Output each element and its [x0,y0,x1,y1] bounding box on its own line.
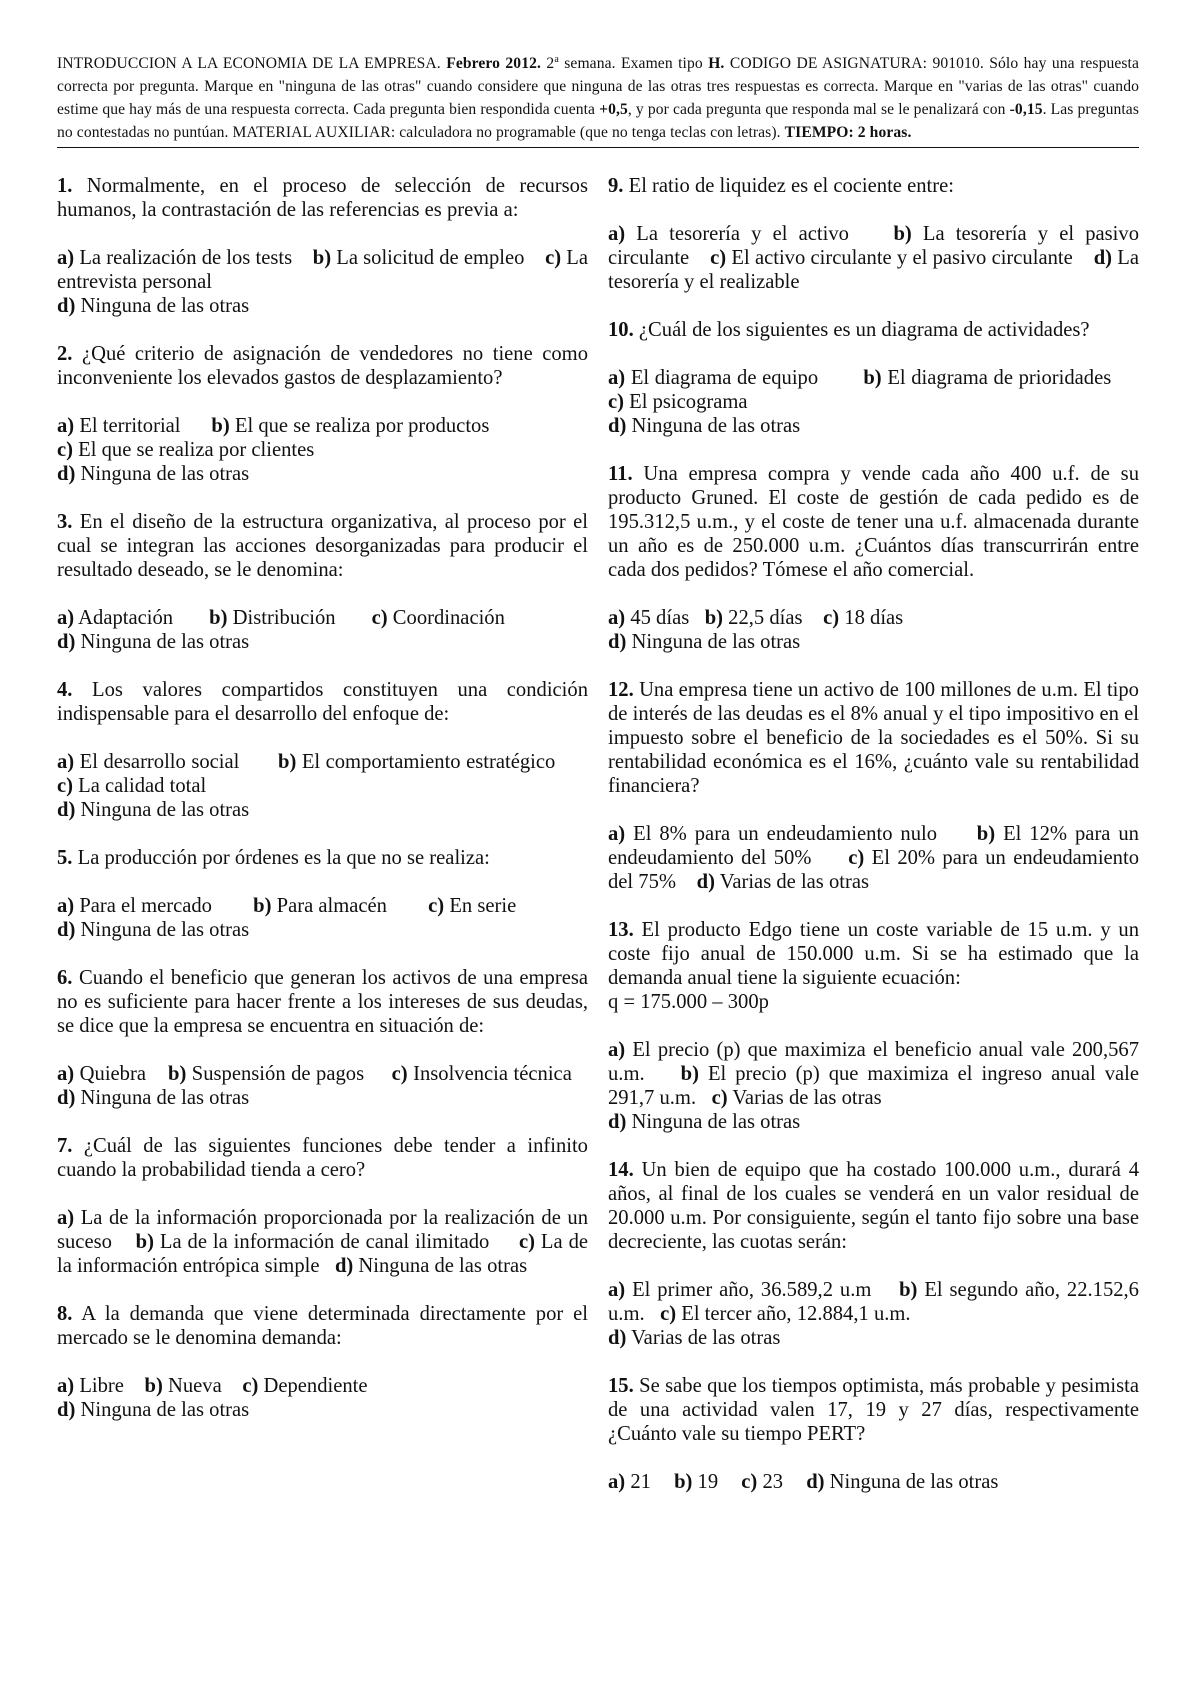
option-text: El que se realiza por clientes [78,439,315,462]
option-letter: c) [391,1063,408,1086]
option-text: En serie [449,895,517,918]
exam-page [57,48,1139,1518]
option-text: Adaptación [78,607,174,630]
option-letter: d) [608,415,627,438]
option-letter: a) [57,1207,75,1230]
option-letter: a) [57,895,75,918]
question-6 [57,966,588,1110]
option-letter: a) [608,607,626,630]
question-stem: Los valores compartidos constituyen una condición indispensable para el desarrollo del enfoque de: [57,679,588,726]
option-text: Ninguna de las otras [829,1471,999,1494]
option-text: 21 [630,1471,651,1494]
option-text: 19 [697,1471,719,1494]
option-text: El diagrama de prioridades [887,367,1112,390]
option-letter: d) [608,1111,627,1134]
question-stem: El producto Edgo tiene un coste variable de 15 u.m. y un coste fijo anual de 150.000 u.m. Si se ha estimado que la demanda anual tiene la siguiente ecuación: [608,919,1139,990]
left-column [57,174,588,1518]
question-stem: Una empresa compra y vende cada año 400 u.f. de su producto Gruned. El coste de gestión de cada pedido es de 195.312,5 u.m., y el coste de tener una u.f. almacenada durante un año es de 250.000 u.m. ¿Cuántos días transcurrirán entre cada dos pedidos? Tómese el año comercial. [608,463,1139,582]
question-number: 5. [57,847,73,870]
option-text: El tercer año, 12.884,1 u.m. [681,1303,911,1326]
question-stem: A la demanda que viene determinada directamente por el mercado se le denomina demanda: [57,1303,589,1350]
option-letter: b) [312,247,332,270]
option-text: Libre [79,1375,124,1398]
option-text: Varias de las otras [732,1087,882,1110]
option-letter: c) [823,607,840,630]
option-text: Ninguna de las otras [80,295,250,318]
option-text: El precio (p) que maximiza el ingreso anual vale 291,7 u.m. [608,1063,1139,1110]
option-letter: a) [608,823,626,846]
question-number: 8. [57,1303,73,1326]
option-text: El 8% para un endeudamiento nulo [633,823,938,846]
option-letter: b) [680,1063,699,1086]
option-letter: b) [893,223,912,246]
option-letter: b) [674,1471,693,1494]
question-stem: El ratio de liquidez es el cociente entre: [628,175,954,198]
question-stem: ¿Cuál de las siguientes funciones debe tender a infinito cuando la probabilidad tienda a cero? [57,1135,588,1182]
option-letter: d) [57,799,76,822]
question-stem: Cuando el beneficio que generan los activos de una empresa no es suficiente para hacer frente a los intereses de sus deudas, se dice que la empresa se encuentra en situación de: [57,967,588,1038]
option-text: Ninguna de las otras [80,1399,250,1422]
option-text: La solicitud de empleo [336,247,525,270]
question-number: 2. [57,343,73,366]
question-columns [57,174,1139,1518]
question-number: 10. [608,319,634,342]
option-text: Ninguna de las otras [80,631,250,654]
option-letter: d) [57,1087,76,1110]
header-date: Febrero 2012. [446,55,541,73]
option-text: Ninguna de las otras [631,1111,801,1134]
question-stem: La producción por órdenes es la que no se realiza: [77,847,490,870]
option-letter: b) [704,607,723,630]
option-letter: b) [209,607,228,630]
question-8 [57,1302,588,1422]
question-number: 9. [608,175,624,198]
option-text: El activo circulante y el pasivo circulante [731,247,1073,270]
option-text: Dependiente [263,1375,368,1398]
option-letter: b) [135,1231,154,1254]
question-number: 12. [608,679,634,702]
option-text: La tesorería y el pasivo circulante [608,223,1139,270]
demand-equation: q = 175.000 – 300p [608,991,769,1014]
option-text: El 20% para un endeudamiento del 75% [608,847,1139,894]
header-week-number: 2 [546,55,555,73]
option-text: Quiebra [79,1063,146,1086]
option-text: El desarrollo social [79,751,240,774]
option-letter: d) [1093,247,1113,270]
question-number: 14. [608,1159,634,1182]
option-text: La tesorería y el activo [636,223,849,246]
option-letter: c) [242,1375,259,1398]
option-letter: b) [253,895,272,918]
option-letter: a) [57,751,75,774]
option-letter: d) [608,1327,627,1350]
option-text: La calidad total [78,775,207,798]
option-text: El territorial [79,415,181,438]
option-text: Ninguna de las otras [80,1087,250,1110]
option-letter: c) [57,439,73,462]
option-letter: a) [608,1279,626,1302]
question-number: 11. [608,463,633,486]
option-letter: d) [57,295,76,318]
question-9 [608,174,1139,294]
question-number: 1. [57,175,73,198]
option-letter: c) [608,391,624,414]
question-14 [608,1158,1139,1350]
option-letter: c) [710,247,727,270]
question-4 [57,678,588,822]
question-number: 3. [57,511,73,534]
header-minus-score: -0,15 [1009,101,1043,119]
header-course: INTRODUCCION A LA ECONOMIA DE LA EMPRESA. [57,55,441,73]
option-text: Varias de las otras [719,871,870,894]
option-text: 45 días [630,607,690,630]
option-letter: a) [608,1471,626,1494]
option-letter: c) [518,1231,535,1254]
option-text: 23 [762,1471,784,1494]
option-text: Coordinación [392,607,505,630]
header-exam-type: H. [708,55,725,73]
question-stem: ¿Qué criterio de asignación de vendedores no tiene como inconveniente los elevados gastos de desplazamiento? [57,343,588,390]
option-letter: a) [608,367,626,390]
option-letter: a) [57,415,75,438]
question-12 [608,678,1139,894]
option-text: 22,5 días [728,607,803,630]
option-letter: c) [741,1471,758,1494]
header-plus-score: +0,5 [599,101,628,119]
option-text: Ninguna de las otras [80,919,250,942]
question-number: 6. [57,967,73,990]
question-10 [608,318,1139,438]
header-time: TIEMPO: 2 horas. [784,124,912,142]
question-2 [57,342,588,486]
option-letter: b) [976,823,996,846]
question-number: 13. [608,919,634,942]
option-text: El precio (p) que maximiza el beneficio anual vale 200,567 u.m. [608,1039,1139,1086]
question-stem: Una empresa tiene un activo de 100 millones de u.m. El tipo de interés de las deudas es el 8% anual y el tipo impositivo en el impuesto sobre el beneficio de la sociedades es el 50%. Si su rentabilidad económica es el 16%, ¿cuánto vale su rentabilidad financiera? [608,679,1139,798]
question-stem: Normalmente, en el proceso de selección de recursos humanos, la contrastación de las referencias es previa a: [57,175,588,222]
option-letter: a) [57,607,75,630]
question-stem: En el diseño de la estructura organizativa, al proceso por el cual se integran las acciones desorganizadas para producir el resultado deseado, se le denomina: [57,511,588,582]
option-text: Ninguna de las otras [631,415,801,438]
question-5 [57,846,588,942]
option-letter: c) [371,607,388,630]
option-letter: b) [899,1279,918,1302]
option-letter: d) [696,871,715,894]
option-text: La realización de los tests [79,247,293,270]
header-week-text: semana. Examen tipo [564,55,703,73]
option-letter: c) [545,247,562,270]
question-number: 7. [57,1135,73,1158]
option-text: El diagrama de equipo [630,367,819,390]
header-instructions: CODIGO DE ASIGNATURA: 901010. Sólo hay una respuesta correcta por pregunta. Marque en "ninguna de las otras" cuando considere que ninguna de las otras tres respuestas es correcta. Marque en "varias de las otras" cuando estime que hay más de una respuesta correcta. Cada pregunta bien respondida cuenta [57,55,1140,119]
option-letter: a) [57,247,75,270]
question-stem: Un bien de equipo que ha costado 100.000 u.m., durará 4 años, al final de los cuales se venderá en un valor residual de 20.000 u.m. Por consiguiente, según el tanto fijo sobre una base decreciente, las cuotas serán: [608,1159,1139,1254]
option-text: 18 días [844,607,904,630]
header-week-sup: a [554,54,559,65]
option-letter: d) [57,463,76,486]
option-letter: a) [608,1039,626,1062]
question-11 [608,462,1139,654]
option-letter: d) [57,1399,76,1422]
option-letter: d) [57,631,76,654]
option-letter: d) [57,919,76,942]
option-letter: b) [277,751,297,774]
option-text: El comportamiento estratégico [301,751,556,774]
question-3 [57,510,588,654]
option-letter: d) [806,1471,825,1494]
option-letter: b) [167,1063,187,1086]
question-number: 4. [57,679,73,702]
option-letter: a) [57,1063,75,1086]
option-text: Suspensión de pagos [191,1063,365,1086]
question-15 [608,1374,1139,1494]
option-text: El que se realiza por productos [234,415,490,438]
option-letter: a) [608,223,626,246]
question-stem: Se sabe que los tiempos optimista, más probable y pesimista de una actividad valen 17, 19 y 27 días, respectivamente ¿Cuánto vale su tiempo PERT? [608,1375,1140,1446]
option-letter: a) [57,1375,75,1398]
option-text: Distribución [232,607,336,630]
option-text: La tesorería y el realizable [608,247,1140,294]
question-7 [57,1134,588,1278]
option-text: La entrevista personal [57,247,589,294]
exam-header [57,48,1139,148]
header-material: . Las preguntas no contestadas no puntúan. MATERIAL AUXILIAR: calculadora no programable (que no tenga teclas con letras). [57,101,1139,142]
option-letter: c) [660,1303,677,1326]
option-letter: c) [711,1087,728,1110]
option-text: El 12% para un endeudamiento del 50% [608,823,1139,870]
question-number: 15. [608,1375,634,1398]
option-letter: c) [57,775,73,798]
question-stem: ¿Cuál de los siguientes es un diagrama de actividades? [638,319,1090,342]
option-text: El psicograma [629,391,748,414]
option-letter: c) [428,895,445,918]
option-letter: d) [334,1255,354,1278]
option-text: El primer año, 36.589,2 u.m [632,1279,872,1302]
option-letter: d) [608,631,627,654]
option-text: Varias de las otras [631,1327,781,1350]
option-text: El segundo año, 22.152,6 u.m. [608,1279,1139,1326]
option-text: Insolvencia técnica [413,1063,572,1086]
right-column [608,174,1139,1518]
option-text: Ninguna de las otras [80,463,250,486]
option-text: Nueva [167,1375,222,1398]
option-text: La de la información entrópica simple [57,1231,589,1278]
option-letter: b) [211,415,230,438]
option-text: Para el mercado [79,895,212,918]
option-letter: c) [848,847,865,870]
question-13 [608,918,1139,1134]
option-text: Ninguna de las otras [631,631,801,654]
option-text: La de la información de canal ilimitado [159,1231,490,1254]
option-letter: b) [863,367,882,390]
header-penalty-text: , y por cada pregunta que responda mal se le penalizará con [627,101,1006,119]
question-1 [57,174,588,318]
option-text: Para almacén [276,895,387,918]
option-text: Ninguna de las otras [80,799,250,822]
option-text: Ninguna de las otras [358,1255,528,1278]
option-letter: b) [144,1375,163,1398]
option-text: La de la información proporcionada por la realización de un suceso [57,1207,588,1254]
